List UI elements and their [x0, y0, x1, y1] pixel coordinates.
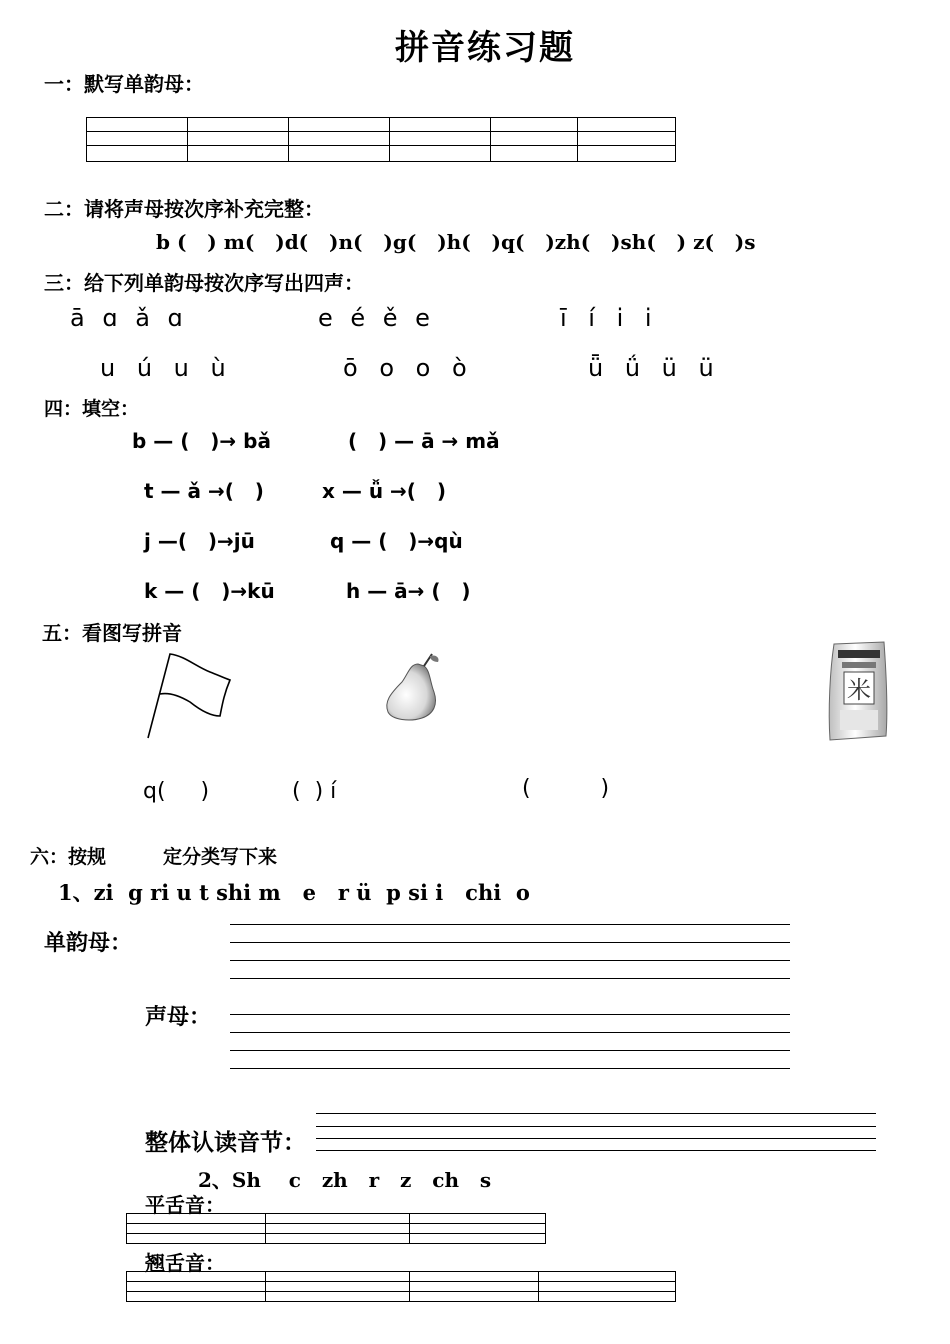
answer-line — [230, 978, 790, 979]
rice-bag-icon — [826, 640, 890, 742]
tone-group-a: ā ɑ ǎ ɑ — [70, 304, 183, 332]
answer-line — [230, 924, 790, 925]
flag-icon — [140, 650, 235, 742]
label-flat-tongue: 平舌音： — [145, 1193, 225, 1217]
section-1-heading: 一：默写单韵母： — [44, 72, 204, 96]
section-4-heading: 四：填空： — [44, 398, 140, 420]
answer-line — [230, 942, 790, 943]
fill-item-2b: x — ǚ →( ) — [322, 479, 446, 503]
fill-item-4a: k — ( )→kū — [144, 579, 275, 603]
answer-line — [230, 1050, 790, 1051]
answer-line — [230, 1068, 790, 1069]
tone-group-i: ī í i i — [560, 304, 652, 332]
rice-character: 米 — [847, 676, 871, 704]
answer-line — [316, 1113, 876, 1114]
label-whole-syllables: 整体认读音节： — [145, 1129, 306, 1156]
answer-grid-flat-tongue — [126, 1213, 546, 1244]
tone-group-e: e é ě e — [318, 304, 430, 332]
section-2-heading: 二：请将声母按次序补充完整： — [44, 197, 324, 221]
syllable-list-2: 2、Sh c zh r z ch s — [198, 1168, 492, 1192]
tone-group-u: u ú u ù — [100, 354, 226, 382]
section-5-heading: 五：看图写拼音 — [42, 621, 182, 645]
fill-item-2a: t — ǎ →( ) — [144, 479, 264, 503]
fill-item-3a: j —( )→jū — [144, 529, 255, 553]
answer-line — [230, 1032, 790, 1033]
fill-item-4b: h — ā→ ( ) — [346, 579, 471, 603]
label-retroflex: 翘舌音： — [145, 1251, 225, 1275]
answer-grid-1 — [86, 117, 676, 162]
initials-sequence: b ( ) m( )d( )n( )g( )h( )q( )zh( )sh( ) z( )s — [156, 230, 756, 254]
tone-group-v: ǖ ǘ ü ü — [588, 354, 714, 382]
answer-grid-retroflex — [126, 1271, 676, 1302]
section-3-heading: 三：给下列单韵母按次序写出四声： — [44, 271, 364, 295]
answer-line — [316, 1126, 876, 1127]
label-initials: 声母： — [145, 1004, 212, 1030]
answer-line — [230, 1014, 790, 1015]
label-single-finals: 单韵母： — [44, 930, 133, 956]
pinyin-answer-pear: ( ) í — [292, 779, 337, 804]
answer-line — [230, 960, 790, 961]
answer-line — [316, 1150, 876, 1151]
pinyin-answer-flag: q( ) — [143, 779, 210, 804]
fill-item-1b: ( ) — ā → mǎ — [348, 429, 500, 453]
answer-line — [316, 1138, 876, 1139]
page-title: 拼音练习题 — [395, 28, 575, 68]
fill-item-1a: b — ( )→ bǎ — [132, 429, 271, 453]
tone-group-o: ō o o ò — [343, 354, 467, 382]
section-6-heading: 六：按规 定分类写下来 — [30, 846, 278, 868]
fill-item-3b: q — ( )→qù — [330, 529, 463, 553]
pear-icon — [380, 650, 446, 722]
pinyin-answer-rice: ( ) — [522, 776, 610, 801]
syllable-list-1: 1、zi g ri u t shi m e r ü p si i chi o — [58, 880, 530, 905]
